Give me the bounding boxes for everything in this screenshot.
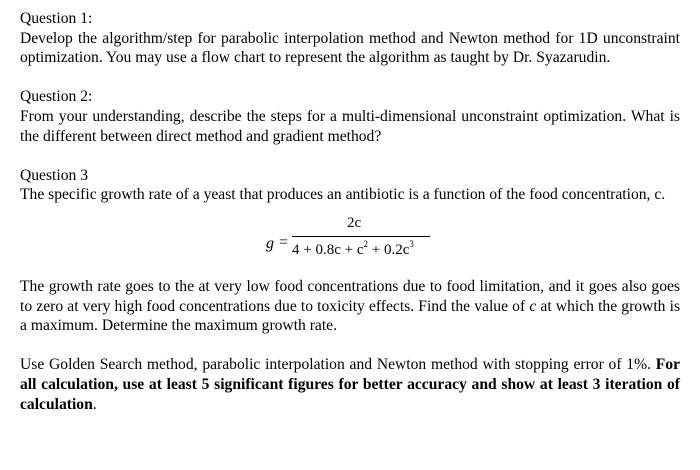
question-3-intro: The specific growth rate of a yeast that produces an antibiotic is a function of the food concentration, c. [20,186,666,204]
instruction-bold: For all calculation, use at least 5 significant figures for better accuracy and show at least 3 iteration of calculation [20,356,680,413]
equation-numerator: 2c [347,214,362,231]
variable-c: c [529,297,537,315]
equation-equals: = [279,233,289,251]
instruction-end: . [92,395,97,413]
description-part-b: at which the growth is a maximum. Determine the maximum growth rate. [20,297,681,335]
question-3-title: Question 3 [20,166,89,184]
question-1-title: Question 1: [20,10,93,27]
denominator-part-a: 4 + 0.8c + c [292,241,364,258]
document-page [20,9,680,414]
question-2-body: From your understanding, describe the steps for a multi-dimensional unconstraint optimization. What is the different between direct method and gradient method? [20,107,680,145]
spacer [20,336,680,356]
fraction-bar [292,236,430,237]
spacer [20,146,680,166]
exponent-3: 3 [409,238,414,249]
description-part-a: The growth rate goes to the at very low food concentrations due to food limitation, and it goes also goes to zero at very high food concentrations due to toxicity effects. Find the value of [20,277,680,315]
instruction-plain: Use Golden Search method, parabolic interpolation and Newton method with stopping error of 1%. [20,356,656,374]
exponent-2: 2 [363,238,368,249]
question-1-body: Develop the algorithm/step for parabolic interpolation method and Newton method for 1D unconstraint optimization. You may use a flow chart to represent the algorithm as taught by Dr. Syazarudin. [20,29,680,67]
spacer [20,68,680,88]
growth-rate-equation [20,211,680,277]
equation-denominator [292,238,414,261]
question-3-description [20,277,680,336]
question-2-title: Question 2: [20,88,93,106]
equation-lhs: g [266,234,274,252]
denominator-part-b: + 0.2c [367,241,410,258]
question-3-instruction [20,355,680,414]
